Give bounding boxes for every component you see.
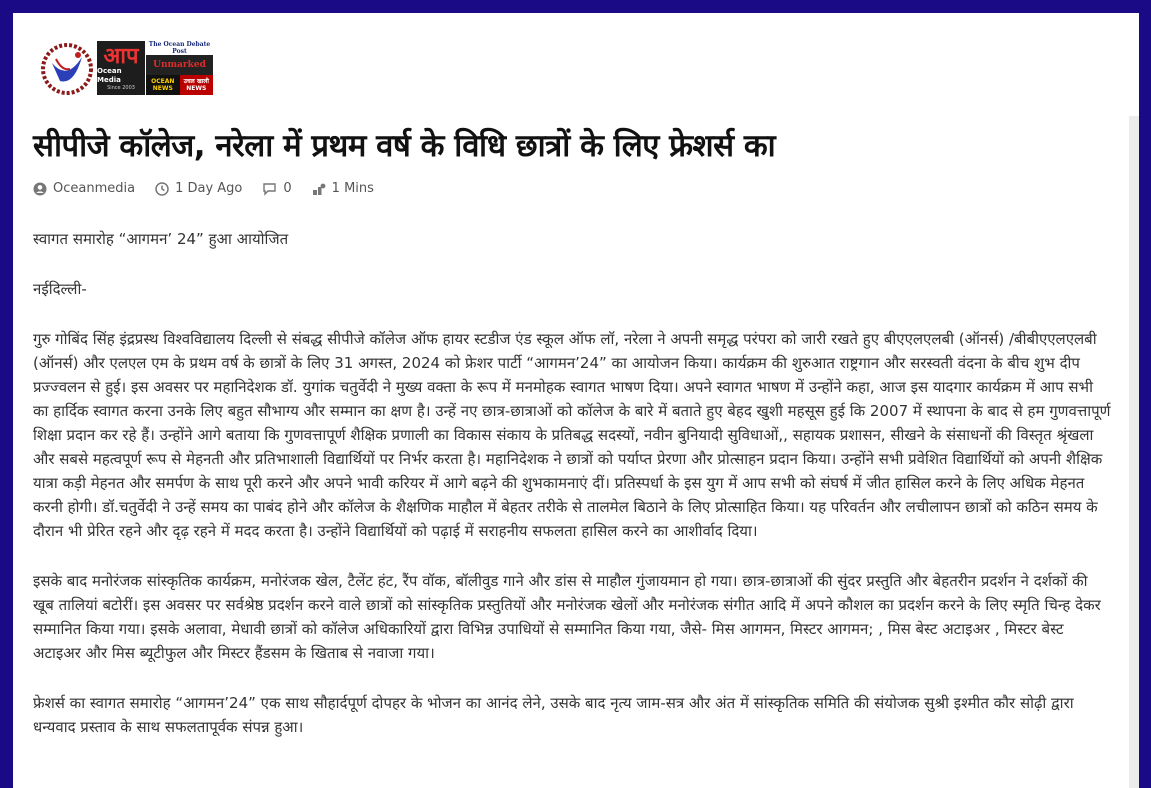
meta-author[interactable] xyxy=(33,181,135,196)
post-time: 1 Day Ago xyxy=(175,181,243,196)
ocean-logo-name: Ocean Media xyxy=(97,66,122,84)
ocean-media-badge xyxy=(97,41,145,95)
scrollbar[interactable] xyxy=(1129,116,1139,788)
paragraph: गुरु गोबिंद सिंह इंद्रप्रस्थ विश्वविद्यालय दिल्ली से संबद्ध सीपीजे कॉलेज ऑफ हायर स्टडीज एंड स्कूल ऑफ लॉ, नरेला ने अपनी समृद्ध परंपरा को जारी रखते हुए बीएएलएलबी (ऑनर्स) /बीबीएएलएलबी (ऑनर्स) और एलएल एम के प्रथम वर्ष के छात्रों के लिए 31 अगस्त, 2024 को फ्रेशर पार्टी “आगमन’24” का आयोजन किया। कार्यक्रम की शुरुआत राष्ट्रगान और सरस्वती वंदना के बीच शुभ दीप प्रज्ज्वलन से हुई। इस अवसर पर महानिदेशक डॉ. युगांक चतुर्वेदी ने मुख्य वक्ता के रूप में मनमोहक स्वागत भाषण दिया। अपने स्वागत भाषण में उन्होंने कहा, आज इस यादगार कार्यक्रम में आप सभी का हार्दिक स्वागत करना उनके लिए बहुत सौभाग्य और सम्मान का क्षण है। उन्हें नए छात्र-छात्राओं को कॉलेज के बारे में बताते हुए बेहद खुशी महसूस हुई कि 2007 में स्थापना के बाद से हम गुणवत्तापूर्ण शिक्षा प्रदान कर रहे हैं। उन्होंने आगे बताया कि गुणवत्तापूर्ण शैक्षिक प्रणाली का विकास संकाय के प्रतिबद्ध सदस्यों, नवीन बुनियादी सुविधाओं,, सहायक प्रशासन, सीखने के संसाधनों की विस्तृत श्रृंखला और सबसे महत्वपूर्ण रूप से मेहनती और प्रतिभाशाली विद्यार्थियों पर निर्भर करता है। महानिदेशक ने छात्रों को पर्याप्त प्रेरणा और प्रोत्साहन प्रदान किया। उन्होंने सभी प्रवेशित विद्यार्थियों को अपनी शैक्षिक यात्रा कड़ी मेहनत और समर्पण के साथ पूरी करने और अपने भावी करियर में आगे बढ़ने की शुभकामनाएं दीं। प्रतिस्पर्धा के इस युग में आप सभी को संघर्ष में जीत हासिल करने के लिए अधिक मेहनत करनी होगी। डॉ.चतुर्वेदी ने उन्हें समय का पाबंद होने और कॉलेज के शैक्षणिक माहौल में बेहतर तरीके से तालमेल बिठाने के लिए प्रोत्साहित किया। यह परिवर्तन और लचीलापन छात्रों को कठिन समय के दौरान भी प्रेरित रहने और दृढ़ रहने में मदद करता है। उन्होंने विद्यार्थियों को पढ़ाई में सराहनीय सफलता हासिल करने का आशीर्वाद दिया। xyxy=(33,330,1111,540)
debate-post-logo: The Ocean Debate Post xyxy=(148,41,211,55)
comment-count: 0 xyxy=(283,181,292,196)
emblem-logo-icon[interactable] xyxy=(40,41,94,97)
read-time-icon xyxy=(312,182,326,196)
read-time: 1 Mins xyxy=(331,181,374,196)
ocean-logo-mark: आप xyxy=(103,42,139,69)
meta-comments[interactable] xyxy=(262,181,291,196)
news-logo: उचल खाली NEWS xyxy=(180,75,214,95)
site-header xyxy=(40,41,213,99)
paragraph: इसके बाद मनोरंजक सांस्कृतिक कार्यक्रम, मनोरंजक खेल, टैलेंट हंट, रैंप वॉक, बॉलीवुड गाने और डांस से माहौल गुंजायमान हो गया। छात्र-छात्राओं की सुंदर प्रस्तुति और बेहतरीन प्रदर्शन ने दर्शकों की खूब तालियां बटोरीं। इस अवसर पर सर्वश्रेष्ठ प्रदर्शन करने वाले छात्रों को सांस्कृतिक प्रस्तुतियों और मनोरंजक खेलों और मनोरंजक संगीत आदि में अपने कौशल का प्रदर्शन करने के लिए स्मृति चिन्ह देकर सम्मानित किया गया। इसके अलावा, मेधावी छात्रों को कॉलेज अधिकारियों द्वारा विभिन्न उपाधियों से सम्मानित किया गया, जैसे- मिस आगमन, मिस्टर आगमन; , मिस बेस्ट अटाइअर , मिस्टर बेस्ट अटाइअर और मिस ब्यूटीफुल और मिस्टर हैंडसम के खिताब से नवाजा गया। xyxy=(33,572,1101,662)
unmarked-logo: Unmarked xyxy=(146,55,213,75)
paragraph-subtitle: स्वागत समारोह “आगमन’ 24” हुआ आयोजित xyxy=(33,230,289,248)
article-body xyxy=(33,227,1113,765)
meta-read-time xyxy=(312,181,374,196)
ocean-logo-since: Since 2003 xyxy=(107,84,135,91)
author-name: Oceanmedia xyxy=(53,181,136,196)
paragraph: फ्रेशर्स का स्वागत समारोह “आगमन’24” एक साथ सौहार्दपूर्ण दोपहर के भोजन का आनंद लेने, उसके बाद नृत्य जाम-सत्र और अंत में सांस्कृतिक समिति की संयोजक सुश्री इश्मीत कौर सोढ़ी द्वारा धन्यवाद प्रस्ताव के साथ सफलतापूर्वक संपन्न हुआ। xyxy=(33,694,1074,736)
meta-time xyxy=(155,181,242,196)
article-meta xyxy=(33,181,394,196)
paragraph-dateline: नईदिल्ली- xyxy=(33,280,87,298)
clock-icon xyxy=(155,182,169,196)
partner-logos xyxy=(146,41,213,95)
article-title: सीपीजे कॉलेज, नरेला में प्रथम वर्ष के विधि छात्रों के लिए फ्रेशर्स का xyxy=(33,128,776,164)
ocean-news-logo: OCEAN NEWS xyxy=(146,75,180,95)
comment-icon xyxy=(262,182,277,196)
ocean-media-logo[interactable] xyxy=(97,41,213,95)
user-icon xyxy=(33,182,47,196)
browser-frame xyxy=(13,13,1139,788)
